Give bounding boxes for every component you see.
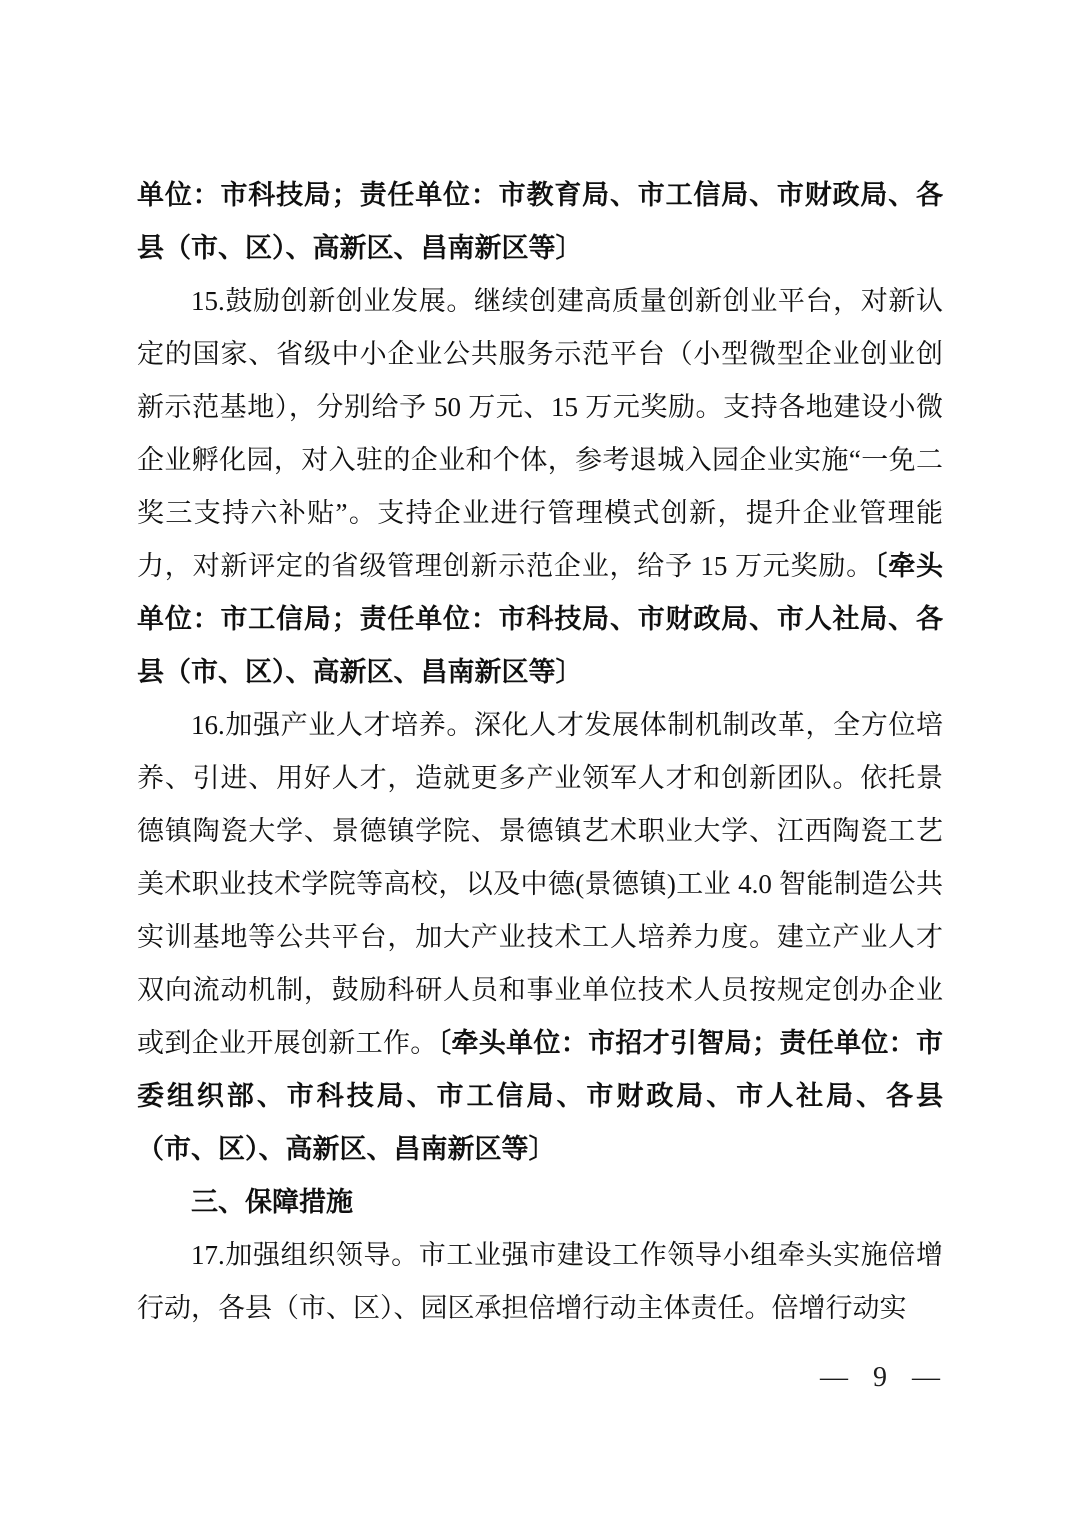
paragraph xyxy=(137,699,943,1176)
body-text: 17.加强组织领导。市工业强市建设工作领导小组牵头实施倍增行动，各县（市、区）、园区承担倍增行动主体责任。倍增行动实 xyxy=(137,1240,943,1323)
emphasis-text: 三、保障措施 xyxy=(191,1187,353,1217)
document-body xyxy=(137,169,943,1335)
body-text: 16.加强产业人才培养。深化人才发展体制机制改革，全方位培养、引进、用好人才，造就更多产业领军人才和创新团队。依托景德镇陶瓷大学、景德镇学院、景德镇艺术职业大学、江西陶瓷工艺美术职业技术学院等高校，以及中德(景德镇)工业 4.0 智能制造公共实训基地等公共平台，加大产业技术工人培养力度。建立产业人才双向流动机制，鼓励科研人员和事业单位技术人员按规定创办企业或到企业开展创新工作。 xyxy=(137,710,943,1058)
emphasis-text: 〔牵头单位：市工信局；责任单位：市科技局、市财政局、市人社局、各县（市、区）、高新区、昌南新区等〕 xyxy=(137,551,944,687)
paragraph xyxy=(137,169,943,275)
page-number: — 9 — xyxy=(820,1362,943,1393)
body-text: 15.鼓励创新创业发展。继续创建高质量创新创业平台，对新认定的国家、省级中小企业公共服务示范平台（小型微型企业创业创新示范基地），分别给予 50 万元、15 万元奖励。支持各地建设小微企业孵化园，对入驻的企业和个体，参考退城入园企业实施“一免二奖三支持六补贴”。支持企业进行管理模式创新，提升企业管理能力，对新评定的省级管理创新示范企业，给予 15 万元奖励。 xyxy=(137,286,943,581)
paragraph xyxy=(137,1229,943,1335)
emphasis-text: 单位：市科技局；责任单位：市教育局、市工信局、市财政局、各县（市、区）、高新区、昌南新区等〕 xyxy=(137,180,943,263)
emphasis-text: 〔牵头单位：市招才引智局；责任单位：市委组织部、市科技局、市工信局、市财政局、市人社局、各县（市、区）、高新区、昌南新区等〕 xyxy=(137,1028,944,1164)
section-heading xyxy=(137,1176,943,1229)
paragraph xyxy=(137,275,943,699)
